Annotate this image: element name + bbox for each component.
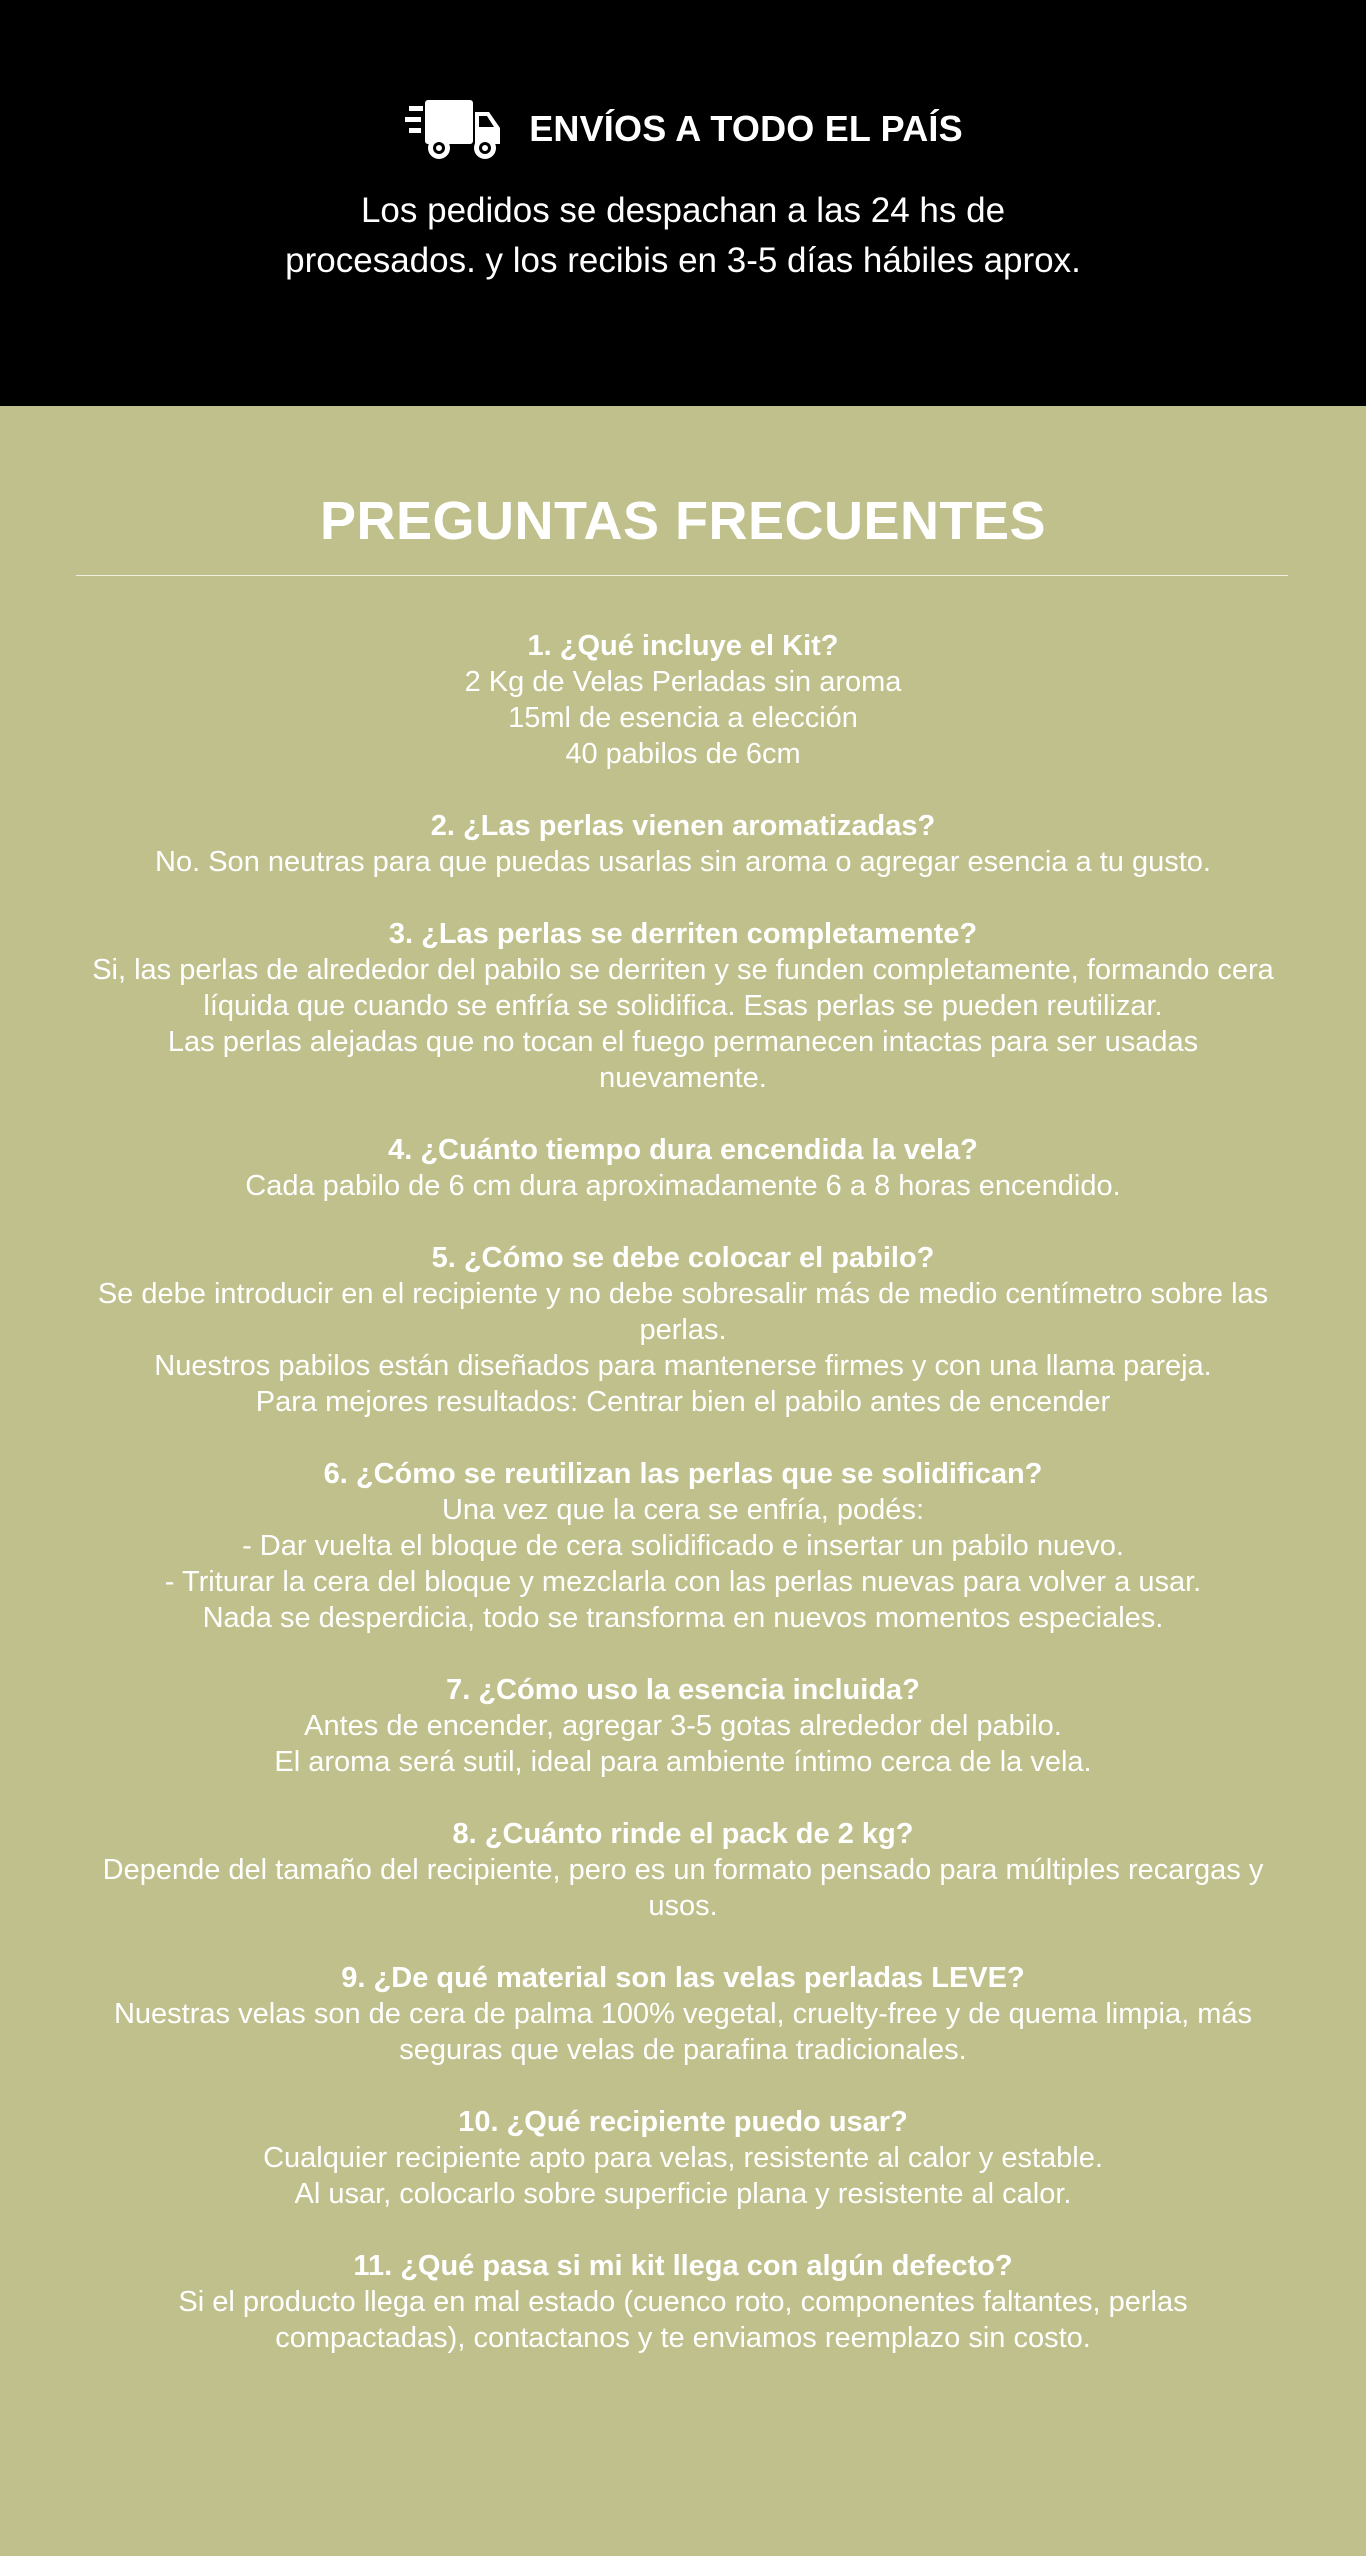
faq-answer [83,1708,1283,1780]
faq-answer-line: Depende del tamaño del recipiente, pero es un formato pensado para múltiples recargas y usos. [102,1854,1264,1922]
faq-answer-line: Se debe introducir en el recipiente y no debe sobresalir más de medio centímetro sobre las perlas. [97,1278,1269,1346]
faq-item [83,916,1283,1096]
faq-answer-line: - Triturar la cera del bloque y mezclarla con las perlas nuevas para volver a usar. [164,1566,1202,1598]
faq-answer [83,844,1283,880]
faq-answer [83,2140,1283,2212]
faq-question: 5. ¿Cómo se debe colocar el pabilo? [431,1242,935,1274]
faq-list [83,628,1283,2392]
faq-question: 2. ¿Las perlas vienen aromatizadas? [430,810,936,842]
faq-item [83,2248,1283,2356]
faq-answer-line: Una vez que la cera se enfría, podés: [441,1494,924,1526]
faq-answer-line: Las perlas alejadas que no tocan el fuego permanecen intactas para ser usadas nuevamente. [167,1026,1199,1094]
faq-item [83,1456,1283,1636]
faq-item [83,1960,1283,2068]
faq-item [83,1816,1283,1924]
faq-question: 9. ¿De qué material son las velas perladas LEVE? [341,1962,1025,1994]
faq-answer-line: 2 Kg de Velas Perladas sin aroma [464,666,902,698]
faq-answer-line: Antes de encender, agregar 3-5 gotas alrededor del pabilo. [304,1710,1062,1742]
faq-answer-line: Si el producto llega en mal estado (cuenco roto, componentes faltantes, perlas compactadas), contactanos y te enviamos reemplazo sin costo. [178,2286,1188,2354]
faq-section [0,406,1366,2556]
faq-answer-line: - Dar vuelta el bloque de cera solidificado e insertar un pabilo nuevo. [242,1530,1124,1562]
faq-item [83,2104,1283,2212]
faq-answer-line: 15ml de esencia a elección [508,702,858,734]
faq-question: 8. ¿Cuánto rinde el pack de 2 kg? [452,1818,914,1850]
faq-question: 11. ¿Qué pasa si mi kit llega con algún defecto? [353,2250,1013,2282]
faq-title: PREGUNTAS FRECUENTES [319,491,1047,551]
faq-answer [83,1168,1283,1204]
faq-question: 6. ¿Cómo se reutilizan las perlas que se solidifican? [323,1458,1043,1490]
shipping-description [233,186,1133,286]
faq-question: 7. ¿Cómo uso la esencia incluida? [446,1674,920,1706]
faq-answer [83,1852,1283,1924]
faq-answer [83,2284,1283,2356]
faq-answer-line: Para mejores resultados: Centrar bien el pabilo antes de encender [255,1386,1111,1418]
faq-answer [83,1996,1283,2068]
faq-item [83,1240,1283,1420]
faq-answer-line: Nuestros pabilos están diseñados para mantenerse firmes y con una llama pareja. [154,1350,1212,1382]
faq-question: 3. ¿Las perlas se derriten completamente? [388,918,978,950]
faq-answer-line: Si, las perlas de alrededor del pabilo se derriten y se funden completamente, formando cera líquida que cuando se enfría se solidifica. Esas perlas se pueden reutilizar. [92,954,1274,1022]
faq-answer [83,952,1283,1096]
faq-answer [83,1492,1283,1636]
shipping-line-1: Los pedidos se despachan a las 24 hs de [360,191,1006,230]
faq-question: 1. ¿Qué incluye el Kit? [527,630,839,662]
faq-item [83,1672,1283,1780]
truck-icon [403,96,503,162]
faq-answer-line: Al usar, colocarlo sobre superficie plana y resistente al calor. [294,2178,1072,2210]
faq-answer-line: Cada pabilo de 6 cm dura aproximadamente 6 a 8 horas encendido. [245,1170,1121,1202]
shipping-line-2: procesados. y los recibis en 3-5 días hábiles aprox. [285,241,1081,280]
faq-answer-line: Nuestras velas son de cera de palma 100% vegetal, cruelty-free y de quema limpia, más seguras que velas de parafina tradicionales. [113,1998,1252,2066]
faq-answer [83,1276,1283,1420]
faq-answer-line: 40 pabilos de 6cm [565,738,801,770]
shipping-banner [0,0,1366,406]
faq-answer-line: El aroma será sutil, ideal para ambiente íntimo cerca de la vela. [274,1746,1092,1778]
shipping-header [0,86,1366,172]
faq-answer-line: Nada se desperdicia, todo se transforma en nuevos momentos especiales. [202,1602,1164,1634]
faq-question: 10. ¿Qué recipiente puedo usar? [458,2106,908,2138]
faq-divider [76,575,1288,576]
faq-answer-line: Cualquier recipiente apto para velas, resistente al calor y estable. [263,2142,1103,2174]
faq-answer [83,664,1283,772]
faq-answer-line: No. Son neutras para que puedas usarlas sin aroma o agregar esencia a tu gusto. [155,846,1211,878]
faq-item [83,628,1283,772]
shipping-title: ENVÍOS A TODO EL PAÍS [529,108,963,149]
faq-item [83,808,1283,880]
faq-item [83,1132,1283,1204]
faq-question: 4. ¿Cuánto tiempo dura encendida la vela? [388,1134,978,1166]
